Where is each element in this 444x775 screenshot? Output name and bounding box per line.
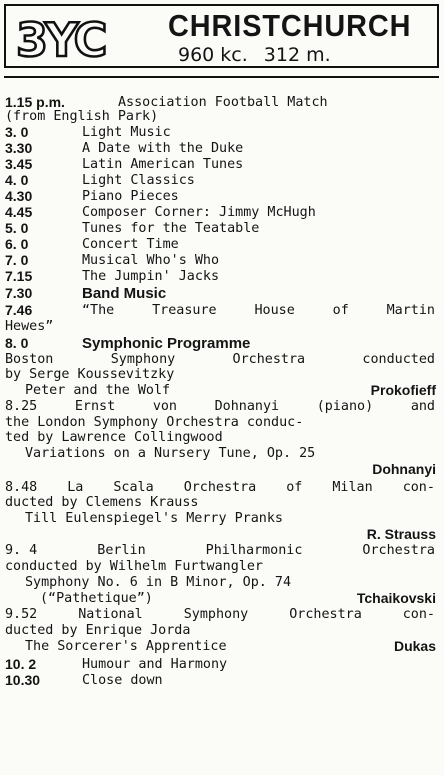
word: Symphony bbox=[110, 352, 176, 367]
word: La bbox=[67, 480, 84, 495]
listing-title: Light Classics bbox=[82, 173, 195, 188]
programme-composer-row bbox=[0, 461, 444, 478]
listing-row bbox=[0, 220, 444, 237]
listing-title: Composer Corner: Jimmy McHugh bbox=[82, 205, 316, 220]
word: Ernst bbox=[74, 399, 116, 414]
programme-detail bbox=[0, 429, 444, 446]
listing-row bbox=[0, 236, 444, 253]
listing-title: Association Football Match bbox=[118, 95, 328, 110]
programme-work-row bbox=[0, 574, 444, 591]
word: Berlin bbox=[97, 543, 146, 558]
listing-row bbox=[0, 302, 444, 319]
listing-time: 5. 0 bbox=[5, 220, 29, 236]
listing-time: 3.45 bbox=[5, 156, 33, 172]
listing-row bbox=[0, 672, 444, 689]
word: von bbox=[152, 399, 177, 414]
composer-name: Prokofieff bbox=[370, 382, 436, 398]
listing-title: Piano Pieces bbox=[82, 189, 179, 204]
word: Treasure bbox=[152, 303, 217, 318]
word: Orchestra bbox=[289, 607, 362, 622]
listing-time: 7.46 bbox=[5, 302, 33, 318]
programme-detail-line: by Serge Koussevitzky bbox=[5, 367, 175, 382]
programme-detail-line bbox=[5, 606, 435, 623]
word: 9.52 bbox=[5, 607, 38, 622]
listing-title-continued: Hewes” bbox=[5, 319, 54, 334]
word: Symphony bbox=[183, 607, 249, 622]
word: con- bbox=[402, 480, 435, 495]
listing-row-continued bbox=[0, 108, 444, 125]
station-frequency-line bbox=[178, 44, 331, 66]
listing-title: The Jumpin' Jacks bbox=[82, 269, 220, 284]
programme-detail bbox=[0, 366, 444, 383]
word: of bbox=[286, 480, 303, 495]
station-header bbox=[0, 0, 444, 84]
listing-row bbox=[0, 156, 444, 173]
listing-time: 7.15 bbox=[5, 268, 33, 284]
header-rule bbox=[4, 76, 439, 78]
programme-work-row bbox=[0, 638, 444, 655]
word: Boston bbox=[5, 352, 54, 367]
listing-time: 1.15 p.m. bbox=[5, 94, 65, 110]
station-banner bbox=[4, 4, 439, 68]
listing-row bbox=[0, 188, 444, 205]
word: and bbox=[410, 399, 435, 414]
listing-row bbox=[0, 140, 444, 157]
programme-detail bbox=[0, 558, 444, 575]
word: 8.48 bbox=[5, 480, 38, 495]
programme-detail-line: conducted by Wilhelm Furtwangler bbox=[5, 559, 263, 574]
programme-detail-line bbox=[5, 398, 435, 415]
word: con- bbox=[402, 607, 435, 622]
programme-detail bbox=[0, 606, 444, 623]
work-title: Symphony No. 6 in B Minor, Op. 74 bbox=[25, 575, 292, 590]
listing-row bbox=[0, 656, 444, 673]
word: Orchestra bbox=[362, 543, 435, 558]
listing-title: Light Music bbox=[82, 125, 171, 140]
word: Martin bbox=[386, 303, 435, 318]
listing-time: 4. 0 bbox=[5, 172, 29, 188]
work-title: Till Eulenspiegel's Merry Pranks bbox=[25, 511, 283, 526]
listing-title: Humour and Harmony bbox=[82, 657, 228, 672]
programme-work-row bbox=[0, 445, 444, 462]
station-wavelength: 312 m. bbox=[263, 44, 331, 66]
composer-name: Dohnanyi bbox=[372, 461, 436, 477]
listing-time: 8. 0 bbox=[5, 335, 29, 351]
listing-row-continued bbox=[0, 318, 444, 335]
listing-title: Tunes for the Teatable bbox=[82, 221, 260, 236]
programme-detail bbox=[0, 494, 444, 511]
listing-time: 3.30 bbox=[5, 140, 33, 156]
composer-name: R. Strauss bbox=[366, 526, 436, 542]
programme-detail-line: ducted by Enrique Jorda bbox=[5, 623, 191, 638]
word: Milan bbox=[332, 480, 373, 495]
listing-row bbox=[0, 124, 444, 141]
listing-time: 7. 0 bbox=[5, 252, 29, 268]
word: Dohnanyi bbox=[214, 399, 280, 414]
word: Scala bbox=[113, 480, 154, 495]
programme-work-row bbox=[0, 510, 444, 527]
work-title: Variations on a Nursery Tune, Op. 25 bbox=[25, 446, 316, 461]
programme-detail-line: ted by Lawrence Collingwood bbox=[5, 430, 223, 445]
programme-detail bbox=[0, 542, 444, 559]
word: of bbox=[332, 303, 349, 318]
listing-title: Concert Time bbox=[82, 237, 179, 252]
programme-detail-line: the London Symphony Orchestra conduc- bbox=[5, 415, 304, 430]
listing-row bbox=[0, 252, 444, 269]
listing-title: Close down bbox=[82, 673, 163, 688]
listing-row bbox=[0, 172, 444, 189]
programme-detail-line bbox=[5, 542, 435, 559]
programme-detail bbox=[0, 398, 444, 415]
work-title: Peter and the Wolf bbox=[25, 383, 171, 398]
listing-time: 10.30 bbox=[5, 672, 41, 688]
word: Orchestra bbox=[183, 480, 257, 495]
work-title: The Sorcerer's Apprentice bbox=[25, 639, 227, 654]
station-callsign: 3YC bbox=[16, 13, 105, 67]
listing-time: 7.30 bbox=[5, 285, 33, 301]
word: Philharmonic bbox=[205, 543, 303, 558]
programme-composer-row bbox=[0, 526, 444, 543]
listing-title-continued: (from English Park) bbox=[5, 109, 159, 124]
word: (piano) bbox=[316, 399, 374, 414]
listing-title: Latin American Tunes bbox=[82, 157, 244, 172]
listing-title: Band Music bbox=[82, 285, 167, 302]
word: 8.25 bbox=[5, 399, 38, 414]
composer-name: Tchaikovski bbox=[356, 590, 436, 606]
listing-title: Musical Who's Who bbox=[82, 253, 220, 268]
listing-title: A Date with the Duke bbox=[82, 141, 244, 156]
listing-time: 4.45 bbox=[5, 204, 33, 220]
listing-title: Symphonic Programme bbox=[82, 335, 251, 352]
station-city: CHRISTCHURCH bbox=[168, 8, 412, 43]
listing-row bbox=[0, 204, 444, 221]
listing-title bbox=[82, 302, 435, 319]
word: “The bbox=[82, 303, 115, 318]
listing-time: 3. 0 bbox=[5, 124, 29, 140]
programme-detail-line: ducted by Clemens Krauss bbox=[5, 495, 199, 510]
listing-time: 10. 2 bbox=[5, 656, 37, 672]
listing-time: 6. 0 bbox=[5, 236, 29, 252]
listing-time: 4.30 bbox=[5, 188, 33, 204]
work-subtitle: (“Pathetique”) bbox=[40, 591, 153, 606]
word: House bbox=[254, 303, 295, 318]
word: conducted bbox=[362, 352, 435, 367]
word: National bbox=[78, 607, 143, 622]
programme-detail bbox=[0, 622, 444, 639]
word: 9. 4 bbox=[5, 543, 38, 558]
composer-name: Dukas bbox=[393, 638, 436, 654]
programme-work-row bbox=[0, 590, 444, 607]
word: Orchestra bbox=[232, 352, 306, 367]
listing-row bbox=[0, 335, 444, 352]
programme-work-row bbox=[0, 382, 444, 399]
listing-row bbox=[0, 268, 444, 285]
station-frequency: 960 kc. bbox=[178, 44, 248, 66]
listing-row bbox=[0, 285, 444, 302]
